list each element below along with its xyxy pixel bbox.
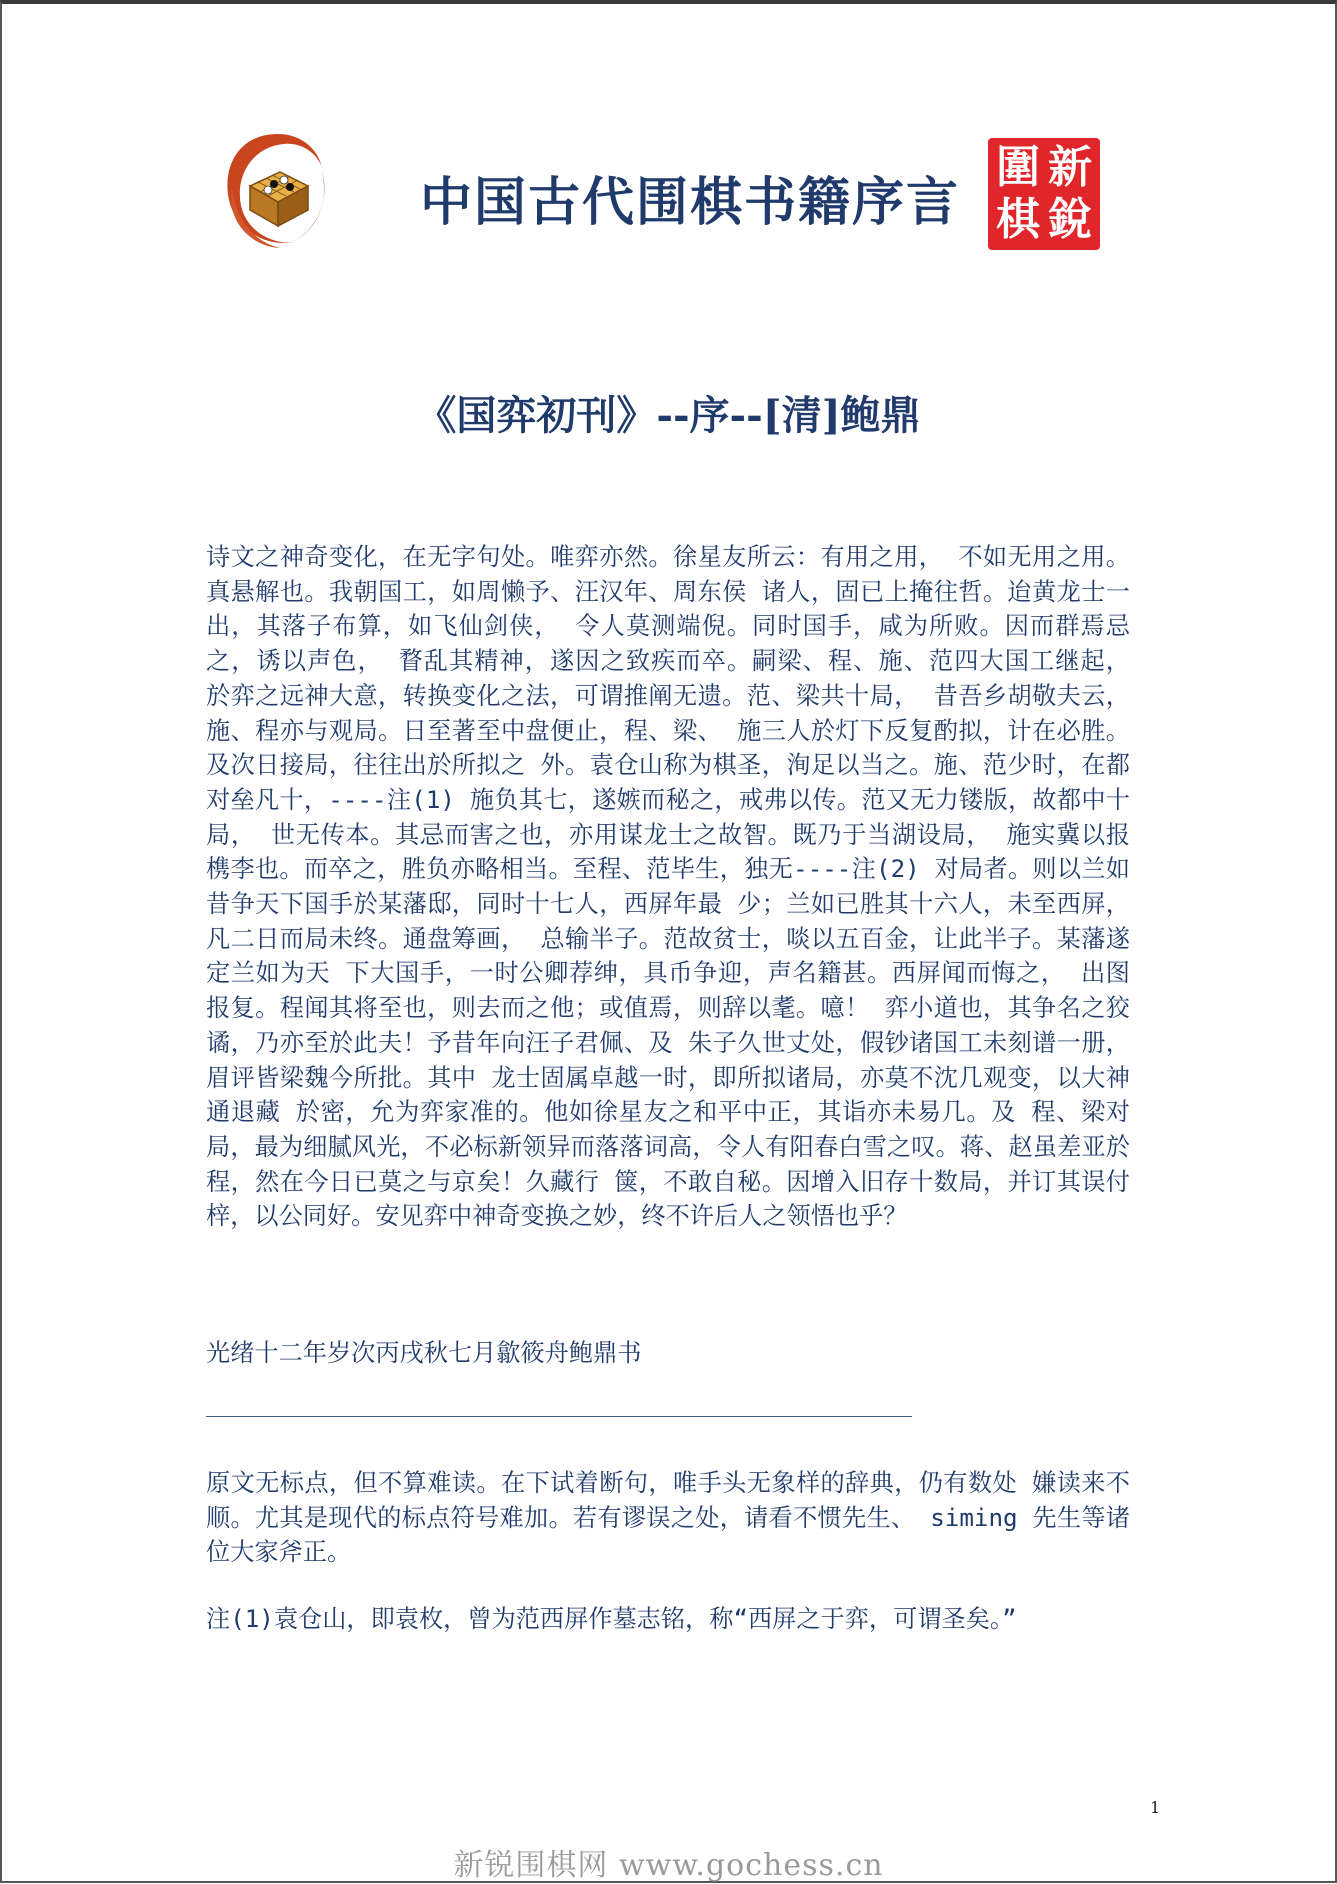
header-title: 中国古代围棋书籍序言: [420, 172, 961, 233]
seal-character: 棋: [996, 194, 1040, 245]
go-board-swirl-logo-icon: [218, 128, 338, 252]
document-title: 《国弈初刊》--序--[清]鲍鼎: [416, 392, 921, 439]
page-header: [0, 120, 1337, 260]
editor-note: 原文无标点，但不算难读。在下试着断句，唯手头无象样的辞典，仍有数处 嫌读来不顺。尤其是现代的标点符号难加。若有谬误之处，请看不惯先生、 siming 先生等诸位大家斧正。: [206, 1469, 1130, 1567]
preface-signature: 光绪十二年岁次丙戌秋七月歙筱舟鲍鼎书: [206, 1339, 642, 1367]
seal-character: 圍: [996, 142, 1040, 193]
preface-body: 诗文之神奇变化，在无字句处。唯弈亦然。徐星友所云：有用之用， 不如无用之用。真悬解也。我朝国工，如周懒予、汪汉年、周东侯 诸人，固已上掩往哲。迨黄龙士一出，其落子布算，如飞仙剑侠， 令人莫测端倪。同时国手，咸为所败。因而群焉忌之，诱以声色， 瞀乱其精神，遂因之致疾而卒。嗣梁、程、施、范四大国工继起， 於弈之远神大意，转换变化之法，可谓推阐无遗。范、梁共十局， 昔吾乡胡敬夫云，施、程亦与观局。日至著至中盘便止，程、梁、 施三人於灯下反复酌拟，计在必胜。及次日接局，往往出於所拟之 外。袁仓山称为棋圣，洵足以当之。施、范少时，在都对垒凡十，----注(1) 施负其七，遂嫉而秘之，戒弗以传。范又无力镂版，故都中十局， 世无传本。其忌而害之也，亦用谋龙士之故智。既乃于当湖设局， 施实冀以报槜李也。而卒之，胜负亦略相当。至程、范毕生，独无----注(2) 对局者。则以兰如昔争天下国手於某藩邸，同时十七人，西屏年最 少；兰如已胜其十六人，未至西屏，凡二日而局未终。通盘筹画， 总输半子。范故贫士，啖以五百金，让此半子。某藩遂定兰如为天 下大国手，一时公卿荐绅，具币争迎，声名籍甚。西屏闻而悔之， 出图报复。程闻其将至也，则去而之他；或值焉，则辞以耄。噫！ 弈小道也，其争名之狡谲，乃亦至於此夫！予昔年向汪子君佩、及 朱子久世丈处，假钞诸国工未刻谱一册，眉评皆梁魏今所批。其中 龙士固属卓越一时，即所拟诸局，亦莫不沈几观变，以大神通退藏 於密，允为弈家准的。他如徐星友之和平中正，其诣亦未易几。及 程、梁对局，最为细腻风光，不必标新领异而落落词高，令人有阳春白雪之叹。蒋、赵虽差亚於程，然在今日已莫之与京矣！久藏行 箧，不敢自秘。因增入旧存十数局，并订其误付梓，以公同好。安见弈中神奇变换之妙，终不许后人之领悟也乎？: [206, 543, 1130, 1231]
divider-line: [206, 1416, 912, 1417]
page-number: 1: [1150, 1798, 1161, 1817]
red-seal-logo-icon: [988, 138, 1100, 250]
site-footer: 新锐围棋网 www.gochess.cn: [453, 1848, 884, 1883]
footnote: 注(1)袁仓山，即袁枚，曾为范西屏作墓志铭，称“西屏之于弈，可谓圣矣。”: [206, 1605, 1017, 1633]
seal-character: 銳: [1048, 194, 1092, 245]
seal-character: 新: [1048, 142, 1092, 193]
